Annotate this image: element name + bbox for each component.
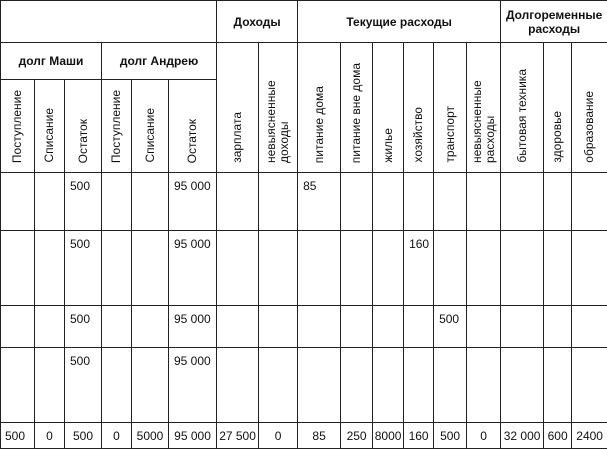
col-header-masha-out: Списание bbox=[35, 79, 65, 172]
table-row: 500 95 000 bbox=[1, 348, 607, 423]
col-header-andrey-balance: Остаток bbox=[169, 79, 217, 172]
col-header-andrey-in: Поступление bbox=[102, 79, 132, 172]
col-header-food-out: питание вне дома bbox=[341, 43, 373, 173]
col-header-housing: жилье bbox=[373, 43, 404, 173]
col-header-unknown-income: невыясненные доходы bbox=[259, 43, 298, 173]
col-header-appliances: бытовая техника bbox=[501, 43, 544, 173]
col-header-food-home: питание дома bbox=[298, 43, 341, 173]
andrey-debt-group-header: долг Андрею bbox=[102, 43, 217, 80]
col-header-household: хозяйство bbox=[404, 43, 434, 173]
table-row: 500 95 000 500 bbox=[1, 306, 607, 348]
col-header-andrey-out: Списание bbox=[132, 79, 169, 172]
income-group-header: Доходы bbox=[217, 1, 298, 43]
longterm-expenses-group-header: Долгоременные расходы bbox=[501, 1, 607, 43]
header-empty-cell bbox=[1, 1, 217, 43]
table-row: 500 95 000 85 bbox=[1, 173, 607, 231]
col-header-transport: транспорт bbox=[434, 43, 467, 173]
col-header-education: образование bbox=[572, 43, 607, 173]
masha-debt-group-header: долг Маши bbox=[1, 43, 102, 80]
totals-row: 500 0 500 0 5000 95 000 27 500 0 85 250 8000 160 500 0 32 000 600 2400 bbox=[1, 423, 607, 449]
col-header-unknown-expenses: невыясненные расходы bbox=[467, 43, 501, 173]
col-header-masha-in: Поступление bbox=[1, 79, 35, 172]
table-row: 500 95 000 160 bbox=[1, 231, 607, 306]
col-header-salary: зарплата bbox=[217, 43, 259, 173]
col-header-masha-balance: Остаток bbox=[65, 79, 102, 172]
col-header-health: здоровье bbox=[544, 43, 572, 173]
current-expenses-group-header: Текущие расходы bbox=[298, 1, 501, 43]
